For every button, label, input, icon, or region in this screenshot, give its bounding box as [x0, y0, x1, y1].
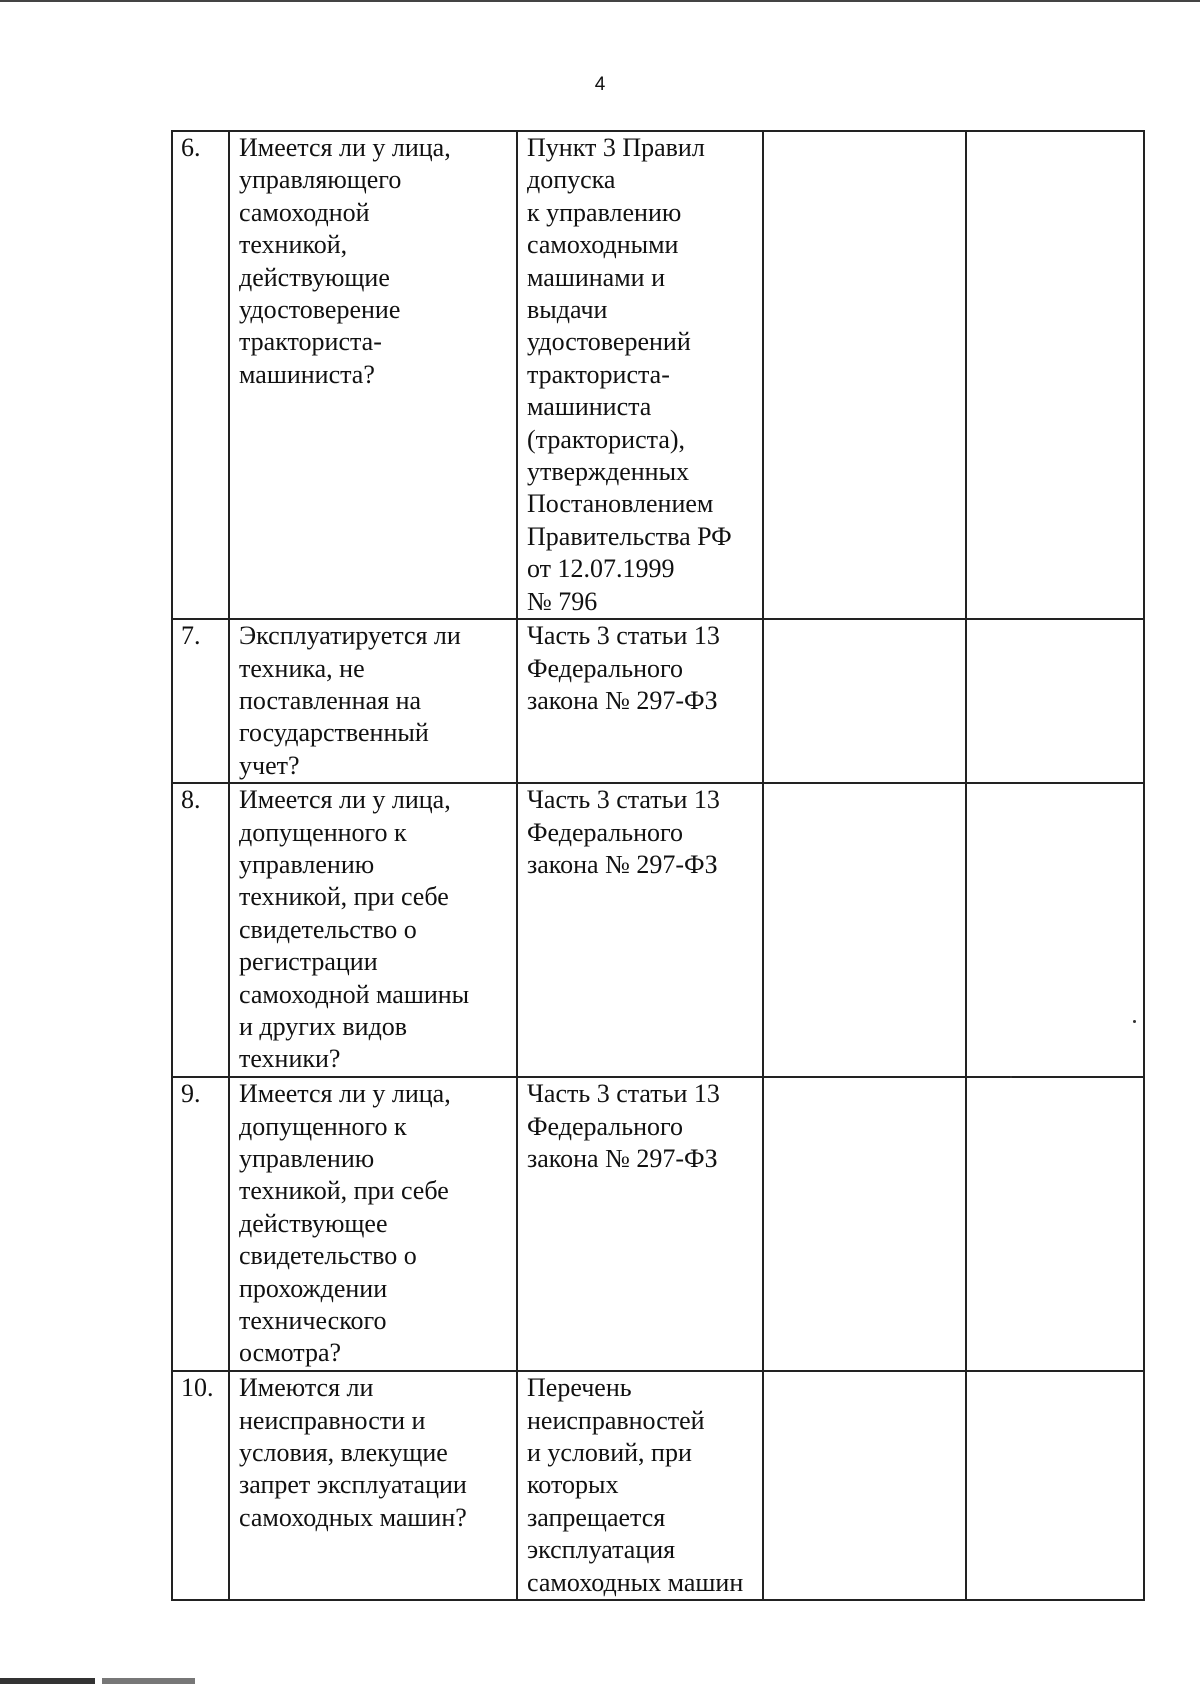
row-number-cell: 6.	[172, 131, 229, 619]
question-cell: Имеется ли у лица, допущенного к управлению техникой, при себе действующее свидетельство о прохождении технического осмотра?	[229, 1077, 517, 1371]
answer-cell	[763, 1077, 966, 1371]
checklist-table	[171, 130, 1145, 1601]
question-cell: Имеются ли неисправности и условия, влекущие запрет эксплуатации самоходных машин?	[229, 1371, 517, 1600]
legal-reference-cell: Часть 3 статьи 13 Федерального закона № 297-ФЗ	[517, 619, 763, 783]
answer-cell	[763, 131, 966, 619]
table-row	[172, 131, 1144, 619]
table-row	[172, 1077, 1144, 1371]
note-cell	[966, 619, 1144, 783]
note-cell	[966, 783, 1144, 1077]
answer-cell	[763, 619, 966, 783]
answer-cell	[763, 1371, 966, 1600]
table-row	[172, 1371, 1144, 1600]
top-scan-border	[0, 0, 1200, 2]
note-cell	[966, 1371, 1144, 1600]
row-number-cell: 8.	[172, 783, 229, 1077]
question-cell: Имеется ли у лица, управляющего самоходной техникой, действующие удостоверение тракториста- машиниста?	[229, 131, 517, 619]
scan-speck	[1133, 1020, 1136, 1023]
legal-reference-cell: Перечень неисправностей и условий, при которых запрещается эксплуатация самоходных машин	[517, 1371, 763, 1600]
row-number-cell: 7.	[172, 619, 229, 783]
scan-speck	[1010, 1076, 1012, 1078]
note-cell	[966, 1077, 1144, 1371]
table-row	[172, 619, 1144, 783]
row-number-cell: 10.	[172, 1371, 229, 1600]
legal-reference-cell: Пункт 3 Правил допуска к управлению самоходными машинами и выдачи удостоверений тракториста- машиниста (тракториста), утвержденных Постановлением Правительства РФ от 12.07.1999 № 796	[517, 131, 763, 619]
question-cell: Эксплуатируется ли техника, не поставленная на государственный учет?	[229, 619, 517, 783]
row-number-cell: 9.	[172, 1077, 229, 1371]
page-number: 4	[594, 74, 606, 95]
question-cell: Имеется ли у лица, допущенного к управлению техникой, при себе свидетельство о регистрации самоходной машины и других видов техники?	[229, 783, 517, 1077]
table-row	[172, 783, 1144, 1077]
answer-cell	[763, 783, 966, 1077]
note-cell	[966, 131, 1144, 619]
legal-reference-cell: Часть 3 статьи 13 Федерального закона № 297-ФЗ	[517, 783, 763, 1077]
legal-reference-cell: Часть 3 статьи 13 Федерального закона № 297-ФЗ	[517, 1077, 763, 1371]
bottom-scan-border	[0, 1678, 1200, 1684]
